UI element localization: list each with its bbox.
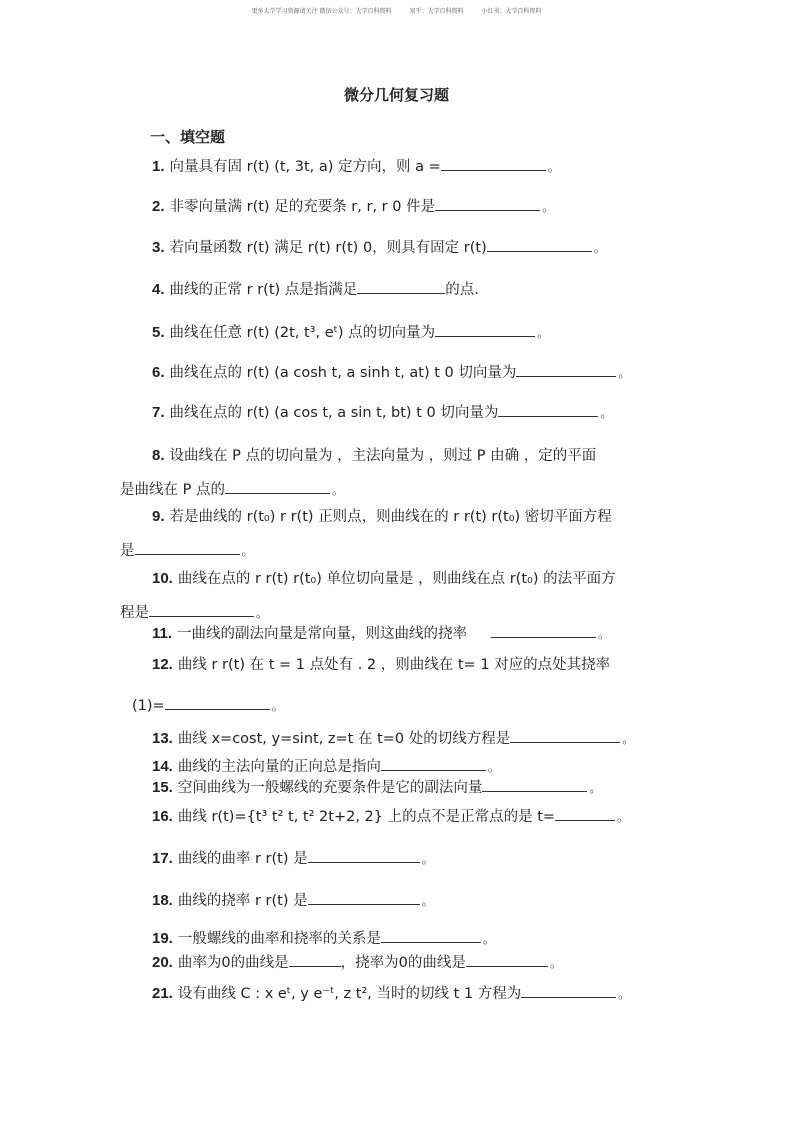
answer-blank[interactable]	[441, 156, 546, 171]
answer-blank-1[interactable]	[289, 952, 341, 967]
question-17: 17. 曲线的曲率 r r(t) 是 。	[152, 850, 434, 867]
answer-blank[interactable]	[487, 237, 592, 252]
answer-blank[interactable]	[149, 602, 254, 617]
question-12-cont: (1)= 。	[132, 695, 284, 716]
question-2: 2. 非零向量满 r(t) 足的充要条 r, r, r 0 件是 。	[152, 198, 555, 215]
question-8: 8. 设曲线在 P 点的切向量为 ，主法向量为 ，则过 P 由确 ，定的平面	[152, 447, 597, 464]
section-heading: 一、填空题	[150, 128, 226, 146]
question-3: 3. 若向量函数 r(t) 满足 r(t) r(t) 0，则具有固定 r(t) 。	[152, 239, 606, 256]
answer-blank[interactable]	[308, 848, 420, 863]
question-8-cont: 是曲线在 P 点的 。	[120, 479, 344, 500]
question-21: 21. 设有曲线 C : x eᵗ, y e⁻ᵗ, z t², 当时的切线 t 1 方程为 。	[152, 985, 631, 1002]
header-note	[0, 6, 793, 15]
question-7: 7. 曲线在点的 r(t) (a cos t, a sin t, bt) t 0 切向量为 。	[152, 404, 613, 421]
header-note-zhihu: 知乎：大学百科资料	[409, 8, 464, 15]
question-9-cont: 是 。	[120, 540, 254, 561]
question-10: 10. 曲线在点的 r r(t) r(t₀) 单位切向量是 ，则曲线在点 r(t₀) 的法平面方	[152, 570, 616, 587]
question-6: 6. 曲线在点的 r(t) (a cosh t, a sinh t, at) t 0 切向量为 。	[152, 364, 631, 381]
answer-blank[interactable]	[491, 623, 596, 638]
answer-blank[interactable]	[498, 402, 598, 417]
question-5: 5. 曲线在任意 r(t) (2t, t³, eᵗ) 点的切向量为 。	[152, 324, 550, 341]
answer-blank[interactable]	[435, 322, 535, 337]
question-1: 1. 向量具有固 r(t) (t, 3t, a) 定方向，则 a = 。	[152, 158, 560, 175]
answer-blank-2[interactable]	[466, 952, 548, 967]
answer-blank[interactable]	[308, 890, 420, 905]
question-10-cont: 程是 。	[120, 602, 268, 623]
question-20: 20. 曲率为0的曲线是 ，挠率为0的曲线是 。	[152, 954, 562, 971]
answer-blank[interactable]	[521, 983, 616, 998]
question-19: 19. 一般螺线的曲率和挠率的关系是 。	[152, 930, 495, 947]
question-18: 18. 曲线的挠率 r r(t) 是 。	[152, 892, 434, 909]
question-13: 13. 曲线 x=cost, y=sint, z=t 在 t=0 处的切线方程是 。	[152, 730, 635, 747]
answer-blank[interactable]	[135, 540, 240, 555]
question-11: 11. 一曲线的副法向量是常向量，则这曲线的挠率 。	[152, 625, 611, 642]
question-12: 12. 曲线 r r(t) 在 t = 1 点处有 . 2 ，则曲线在 t= 1 对应的点处其挠率	[152, 656, 611, 673]
answer-blank[interactable]	[381, 756, 486, 771]
question-14: 14. 曲线的主法向量的正向总是指向 。	[152, 758, 500, 775]
answer-blank[interactable]	[482, 777, 587, 792]
question-15: 15. 空间曲线为一般螺线的充要条件是它的副法向量 。	[152, 779, 602, 796]
question-4: 4. 曲线的正常 r r(t) 点是指满足 的点.	[152, 281, 479, 298]
header-note-wechat: 更多大学学习资源请关注 微信公众号：大学百科资料	[251, 8, 392, 15]
question-16: 16. 曲线 r(t)={t³ t² t, t² 2t+2, 2} 上的点不是正常点的是 t= 。	[152, 808, 630, 825]
answer-blank[interactable]	[510, 728, 620, 743]
answer-blank[interactable]	[435, 196, 540, 211]
question-9: 9. 若是曲线的 r(t₀) r r(t) 正则点，则曲线在的 r r(t) r(t₀) 密切平面方程	[152, 508, 612, 525]
answer-blank[interactable]	[555, 806, 615, 821]
answer-blank[interactable]	[381, 928, 481, 943]
answer-blank[interactable]	[516, 362, 616, 377]
header-note-xhs: 小红书：大学百科资料	[481, 8, 542, 15]
page-title: 微分几何复习题	[343, 86, 449, 104]
answer-blank[interactable]	[357, 279, 445, 294]
answer-blank[interactable]	[225, 479, 330, 494]
answer-blank[interactable]	[165, 695, 270, 710]
